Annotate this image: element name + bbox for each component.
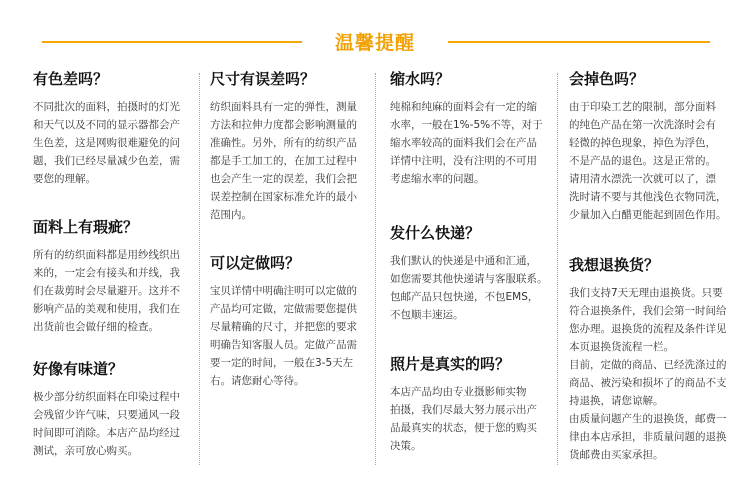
column-divider — [199, 73, 200, 465]
column-1 — [33, 68, 193, 468]
answer-line: 方法和拉伸力度都会影响测量的 — [210, 119, 357, 131]
answer-line: 由质量问题产生的退换货，邮费一 — [569, 413, 727, 425]
answer-line: 包邮产品只包快递，不包EMS， — [390, 291, 539, 303]
answer-line: 我们支持7天无理由退换货。只要 — [569, 287, 723, 299]
faq-real-photos — [390, 353, 537, 455]
faq-question: 我想退换货？ — [569, 256, 660, 274]
faq-answer — [569, 98, 727, 224]
faq-question: 可以定做吗？ — [210, 254, 301, 272]
answer-line: 影响产品的美观和使用，我们在 — [33, 303, 180, 315]
answer-line: 所有的纺织面料都是用纱线织出 — [33, 249, 180, 261]
answer-line: 明确告知客服人员。定做产品需 — [210, 339, 357, 351]
answer-line: 纯棉和纯麻的面料会有一定的缩 — [390, 101, 537, 113]
faq-answer — [210, 282, 357, 390]
answer-line: 极少部分纺织面料在印染过程中 — [33, 391, 180, 403]
answer-line: 右。请您耐心等待。 — [210, 375, 305, 387]
faq-question: 照片是真实的吗？ — [390, 355, 511, 373]
answer-line: 符合退换条件，我们会第一时间给 — [569, 305, 727, 317]
answer-line: 不是产品的退色。这是正常的。 — [569, 155, 716, 167]
answer-line: 宝贝详情中明确注明可以定做的 — [210, 285, 357, 297]
answer-line: 由于印染工艺的限制，部分面料 — [569, 101, 716, 113]
answer-line: 不包顺丰速运。 — [390, 309, 464, 321]
answer-line: 要您的理解。 — [33, 173, 96, 185]
faq-courier — [390, 222, 548, 324]
answer-line: 水率，一般在1%-5%不等，对于 — [390, 119, 543, 131]
faq-shrinkage — [390, 68, 543, 188]
answer-line: 要一定的时间，一般在3-5天左 — [210, 357, 354, 369]
faq-answer — [33, 98, 180, 188]
faq-question: 缩水吗？ — [390, 70, 451, 88]
faq-question: 好像有味道？ — [33, 360, 124, 378]
faq-answer — [390, 383, 537, 455]
answer-line: 持退换，请您谅解。 — [569, 395, 664, 407]
faq-question: 有色差吗？ — [33, 70, 109, 88]
answer-line: 详情中注明，没有注明的不可用 — [390, 155, 537, 167]
answer-line: 目前，定做的商品、已经洗涤过的 — [569, 359, 727, 371]
answer-line: 尽量精确的尺寸，并把您的要求 — [210, 321, 357, 333]
faq-size-error — [210, 68, 357, 224]
answer-line: 出货前也会做仔细的检查。 — [33, 321, 159, 333]
faq-question: 会掉色吗？ — [569, 70, 645, 88]
answer-line: 请用清水漂洗一次就可以了，漂 — [569, 173, 716, 185]
answer-line: 拍摄，我们尽最大努力展示出产 — [390, 404, 537, 416]
faq-answer — [390, 252, 548, 324]
answer-line: 题，我们已经尽量减少色差，需 — [33, 155, 180, 167]
answer-line: 也会产生一定的误差，我们会把 — [210, 173, 357, 185]
answer-line: 洗时请不要与其他浅色衣物同洗， — [569, 191, 727, 203]
faq-returns — [569, 254, 727, 464]
answer-line: 时间即可消除。本店产品均经过 — [33, 427, 180, 439]
column-4 — [569, 68, 745, 468]
faq-answer — [33, 388, 180, 460]
answer-line: 轻微的掉色现象，掉色为浮色， — [569, 137, 716, 149]
faq-answer — [390, 98, 543, 188]
answer-line: 货邮费由买家承担。 — [569, 449, 664, 461]
answer-line: 范围内。 — [210, 209, 252, 221]
page-title: 温馨提醒 — [334, 32, 415, 54]
answer-line: 们在裁剪时会尽量避开。这并不 — [33, 285, 180, 297]
answer-line: 缩水率较高的面料我们会在产品 — [390, 137, 537, 149]
answer-line: 如您需要其他快递请与客服联系。 — [390, 273, 548, 285]
answer-line: 都是手工加工的，在加工过程中 — [210, 155, 357, 167]
answer-line: 生色差，这是网购很难避免的问 — [33, 137, 180, 149]
answer-line: 纺织面料具有一定的弹性，测量 — [210, 101, 357, 113]
answer-line: 会残留少许气味，只要通风一段 — [33, 409, 180, 421]
answer-line: 来的，一定会有接头和并线，我 — [33, 267, 180, 279]
answer-line: 测试，亲可放心购买。 — [33, 445, 138, 457]
answer-line: 不同批次的面料，拍摄时的灯光 — [33, 101, 180, 113]
answer-line: 和天气以及不同的显示器都会产 — [33, 119, 180, 131]
answer-line: 商品、被污染和损坏了的商品不支 — [569, 377, 727, 389]
answer-line: 考虑缩水率的问题。 — [390, 173, 485, 185]
answer-line: 本页退换货流程一栏。 — [569, 341, 674, 353]
header-rule-right — [448, 41, 710, 43]
faq-fabric-defects — [33, 216, 180, 336]
column-divider — [557, 73, 558, 465]
column-3 — [390, 68, 554, 468]
answer-line: 准确性。另外，所有的纺织产品 — [210, 137, 357, 149]
faq-color-fading — [569, 68, 727, 224]
answer-line: 少量加入白醋更能起到固色作用。 — [569, 209, 727, 221]
answer-line: 我们默认的快递是中通和汇通， — [390, 255, 537, 267]
answer-line: 产品均可定做，定做需要您提供 — [210, 303, 357, 315]
answer-line: 误差控制在国家标准允许的最小 — [210, 191, 357, 203]
answer-line: 律由本店承担，非质量问题的退换 — [569, 431, 727, 443]
answer-line: 决策。 — [390, 440, 422, 452]
faq-question: 尺寸有误差吗？ — [210, 70, 316, 88]
answer-line: 您办理。退换货的流程及条件详见 — [569, 323, 727, 335]
faq-custom-order — [210, 252, 357, 390]
faq-color-difference — [33, 68, 180, 188]
answer-line: 品最真实的状态，便于您的购买 — [390, 422, 537, 434]
column-2 — [210, 68, 372, 468]
answer-line: 本店产品均由专业摄影师实物 — [390, 386, 527, 398]
faq-smell — [33, 358, 180, 460]
faq-question: 发什么快递？ — [390, 224, 481, 242]
faq-answer — [569, 284, 727, 464]
column-divider — [375, 73, 376, 465]
faq-answer — [210, 98, 357, 224]
answer-line: 的纯色产品在第一次洗涤时会有 — [569, 119, 716, 131]
faq-answer — [33, 246, 180, 336]
faq-question: 面料上有瑕疵？ — [33, 218, 139, 236]
header — [0, 0, 750, 60]
